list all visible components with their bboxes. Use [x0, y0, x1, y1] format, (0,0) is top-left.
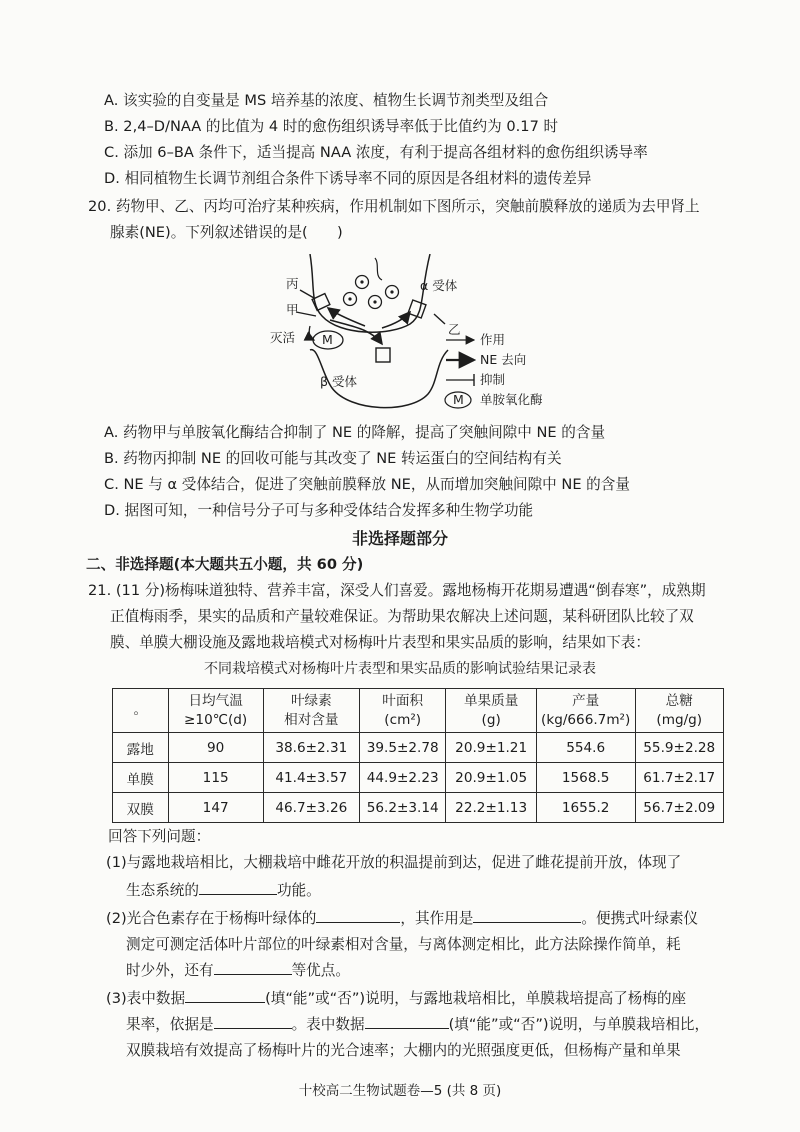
page-footer: 十校高二生物试题卷—5 (共 8 页): [298, 1083, 502, 1099]
q19-option-b: B. 2,4–D/NAA 的比值为 4 时的愈伤组织诱导率低于比值约为 0.17 时: [104, 118, 559, 135]
label-bing: 丙: [286, 276, 299, 291]
label-alpha-receptor: α 受体: [420, 278, 458, 293]
legend-mao: 单胺氧化酶: [480, 392, 543, 407]
answer-blank[interactable]: [214, 1028, 292, 1029]
answer-blank[interactable]: [316, 922, 400, 923]
synapse-diagram: [270, 254, 600, 420]
legend-ne: NE 去向: [480, 352, 527, 367]
header-temp: 日均气温 ≥10℃(d): [168, 689, 263, 733]
table-header-row: [113, 689, 724, 733]
q20-option-c: C. NE 与 α 受体结合，促进了突触前膜释放 NE，从而增加突触间隙中 NE 的含量: [104, 476, 630, 493]
q19-option-a: A. 该实验的自变量是 MS 培养基的浓度、植物生长调节剂类型及组合: [104, 92, 549, 109]
header-chlorophyll: 叶绿素 相对含量: [263, 689, 359, 733]
sub2-line3: 时少外，还有 等优点。: [126, 962, 350, 979]
answer-blank[interactable]: [185, 1002, 265, 1003]
q20-option-b: B. 药物丙抑制 NE 的回收可能与其改变了 NE 转运蛋白的空间结构有关: [104, 450, 562, 467]
table-corner: 。: [113, 689, 169, 733]
sub1-line2: 生态系统的 功能。: [126, 882, 321, 899]
section-title: 非选择题部分: [351, 529, 448, 548]
q19-option-c: C. 添加 6–BA 条件下，适当提高 NAA 浓度，有利于提高各组材料的愈伤组织诱导率: [104, 144, 648, 161]
label-beta-receptor: β 受体: [320, 374, 357, 389]
legend-inhibit: 抑制: [480, 372, 506, 387]
section-header: 二、非选择题(本大题共五小题，共 60 分): [86, 556, 364, 573]
header-yield: 产量 (kg/666.7m²): [536, 689, 635, 733]
label-miehuo: 灭活: [270, 330, 296, 345]
q19-option-d: D. 相同植物生长调节剂组合条件下诱导率不同的原因是各组材料的遗传差异: [104, 170, 592, 187]
answer-blank[interactable]: [199, 894, 277, 895]
sub2-line1: (2)光合色素存在于杨梅叶绿体的 ，其作用是 。便携式叶绿素仪: [106, 910, 699, 927]
q21-intro-line2: 正值梅雨季，果实的品质和产量较难保证。为帮助果农解决上述问题，某科研团队比较了双: [110, 608, 694, 625]
answer-blank[interactable]: [473, 922, 581, 923]
sub1-line1: (1)与露地栽培相比，大棚栽培中雌花开放的积温提前到达，促进了雌花提前开放，体现了: [106, 854, 682, 871]
label-jia: 甲: [286, 302, 299, 317]
sub2-line2: 测定可测定活体叶片部位的叶绿素相对含量，与离体测定相比，此方法除操作简单，耗: [126, 936, 681, 953]
legend-action: 作用: [480, 332, 506, 347]
sub3-line3: 双膜栽培有效提高了杨梅叶片的光合速率；大棚内的光照强度更低，但杨梅产量和单果: [126, 1042, 681, 1059]
beta-receptor: [376, 348, 390, 362]
presynaptic-membrane: [310, 254, 430, 332]
answer-blank[interactable]: [214, 974, 292, 975]
q20-option-a: A. 药物甲与单胺氧化酶结合抑制了 NE 的降解，提高了突触间隙中 NE 的含量: [104, 424, 606, 441]
ne-reuptake-arrow: [328, 308, 365, 326]
sub3-line2: 果率，依据是 。表中数据 (填“能”或“否”)说明，与单膜栽培相比，: [126, 1016, 710, 1033]
table-row: 露地 90 38.6±2.31 39.5±2.78 20.9±1.21 554.6 55.9±2.28: [113, 733, 724, 763]
answer-prompt: 回答下列问题：: [108, 828, 211, 845]
q20-stem-line2: 腺素(NE)。下列叙述错误的是( ): [110, 224, 343, 241]
q20-stem-line1: 20. 药物甲、乙、丙均可治疗某种疾病，作用机制如下图所示，突触前膜释放的递质为去甲肾上: [88, 198, 700, 215]
q21-intro-line3: 膜、单膜大棚设施及露地栽培模式对杨梅叶片表型和果实品质的影响，结果如下表：: [110, 634, 650, 651]
header-sugar: 总糖 (mg/g): [635, 689, 723, 733]
header-leaf-area: 叶面积 (cm²): [359, 689, 446, 733]
answer-blank[interactable]: [365, 1028, 449, 1029]
q20-option-d: D. 据图可知，一种信号分子可与多种受体结合发挥多种生物学功能: [104, 502, 534, 519]
svg-text:M: M: [453, 392, 464, 407]
table-row: 双膜 147 46.7±3.26 56.2±3.14 22.2±1.13 1655.2 56.7±2.09: [113, 793, 724, 823]
label-yi: 乙: [448, 322, 461, 337]
results-table: [112, 688, 724, 823]
table-row: 单膜 115 41.4±3.57 44.9±2.23 20.9±1.05 1568.5 61.7±2.17: [113, 763, 724, 793]
sub3-line1: (3)表中数据 (填“能”或“否”)说明，与露地栽培相比，单膜栽培提高了杨梅的座: [106, 990, 687, 1007]
table-caption: 不同栽培模式对杨梅叶片表型和果实品质的影响试验结果记录表: [204, 661, 596, 677]
q21-intro-line1: 21. (11 分)杨梅味道独特、营养丰富，深受人们喜爱。露地杨梅开花期易遭遇“倒春寒”，成熟期: [88, 582, 706, 599]
mao-symbol: M: [322, 332, 333, 347]
header-fruit-mass: 单果质量 (g): [446, 689, 536, 733]
